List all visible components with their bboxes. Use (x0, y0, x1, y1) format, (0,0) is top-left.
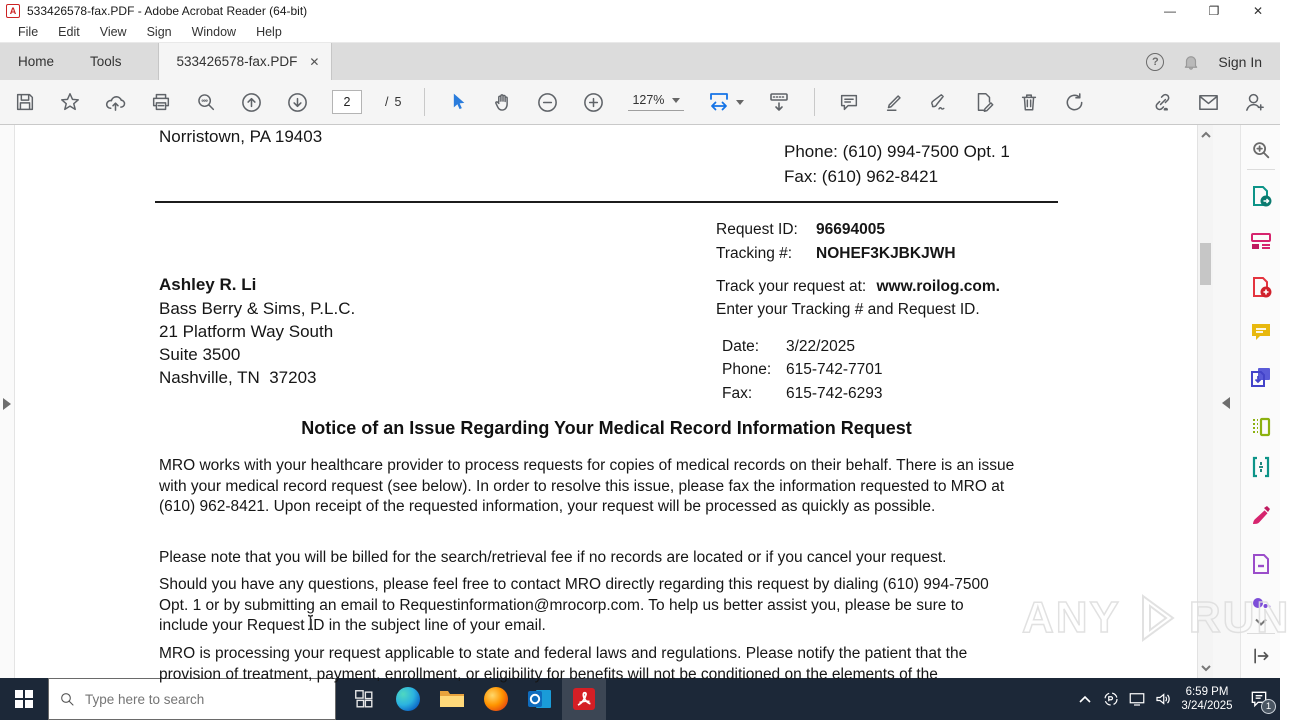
acrobat-app-icon: A (6, 4, 20, 18)
select-tool-icon[interactable] (448, 92, 468, 112)
edit-page-icon[interactable] (973, 91, 995, 113)
windows-logo-icon (15, 690, 33, 708)
pdf-page (16, 125, 1197, 683)
tray-expand-icon[interactable] (1072, 678, 1098, 720)
request-id-label: Request ID: (716, 221, 798, 238)
clock-time: 6:59 PM (1185, 686, 1229, 698)
page-count-label: / 5 (385, 95, 402, 109)
hand-tool-icon[interactable] (491, 91, 513, 113)
date-value: 3/22/2025 (786, 338, 855, 355)
sign-in-button[interactable]: Sign In (1218, 53, 1262, 70)
menu-bar (0, 22, 1280, 43)
horizontal-rule (155, 201, 1058, 203)
paragraph-4: MRO is processing your request applicable to state and federal laws and regulations. Please notify the patient that the provision of treatment, payment, enrollment, or eligibility for benefits will not be conditioned on the elements of the (159, 645, 968, 683)
fax-value: 615-742-6293 (786, 385, 883, 402)
taskbar-search-input[interactable] (85, 692, 305, 707)
text-cursor (306, 614, 315, 636)
sender-phone: Phone: (610) 994-7500 Opt. 1 (784, 142, 1010, 161)
recipient-line: Nashville, TN 37203 (159, 368, 317, 387)
scrollbar-thumb[interactable] (1200, 243, 1211, 285)
left-panel-strip (0, 125, 15, 678)
recipient-line: Bass Berry & Sims, P.L.C. (159, 299, 356, 318)
menu-view[interactable]: View (99, 25, 127, 39)
toolbar-divider (424, 88, 425, 116)
notice-title: Notice of an Issue Regarding Your Medical Record Information Request (301, 418, 912, 438)
tracking-label: Tracking #: (716, 245, 793, 262)
minimize-button[interactable]: — (1164, 4, 1176, 18)
zoom-in-icon[interactable] (582, 91, 605, 114)
tracking-value: NOHEF3KJBKJWH (816, 245, 956, 262)
taskbar-clock[interactable] (1176, 685, 1238, 713)
zoom-level-dropdown[interactable] (628, 93, 684, 111)
search-icon (59, 691, 75, 707)
delete-pages-icon[interactable] (1018, 91, 1040, 113)
menu-help[interactable]: Help (256, 25, 282, 39)
help-icon[interactable]: ? (1146, 53, 1164, 71)
sender-city-line: Norristown, PA 19403 (159, 127, 323, 146)
recipient-line: 21 Platform Way South (159, 322, 334, 341)
track-request-line: Track your request at: www.roilog.com. (716, 278, 1000, 295)
comment-tool-icon[interactable] (1248, 319, 1274, 345)
toolbar (0, 80, 1280, 125)
chevron-down-icon (736, 100, 744, 105)
fill-sign-icon[interactable] (928, 91, 950, 113)
rotate-icon[interactable] (1063, 91, 1086, 114)
highlight-icon[interactable] (883, 91, 905, 113)
export-pdf-tool-icon[interactable] (1248, 183, 1274, 209)
compress-pdf-tool-icon[interactable] (1248, 454, 1274, 480)
fit-width-dropdown[interactable] (707, 90, 744, 114)
recipient-line: Suite 3500 (159, 345, 241, 364)
menu-window[interactable]: Window (191, 25, 237, 39)
protect-pdf-tool-icon[interactable] (1248, 551, 1274, 577)
more-tools-chevron-icon[interactable] (1248, 609, 1274, 635)
close-button[interactable]: ✕ (1252, 4, 1264, 18)
date-label: Date: (722, 338, 760, 355)
organize-pages-tool-icon[interactable] (1248, 414, 1274, 440)
tab-bar (0, 43, 1280, 80)
cloud-upload-icon[interactable] (104, 91, 127, 114)
tab-document-label: 533426578-fax.PDF (176, 54, 298, 69)
request-id-value: 96694005 (816, 221, 885, 238)
sender-fax: Fax: (610) 962-8421 (784, 167, 939, 186)
tab-close-icon[interactable]: ✕ (309, 54, 320, 69)
track-url: www.roilog.com. (876, 278, 1000, 295)
zoom-level-value: 127% (632, 93, 665, 107)
combine-files-tool-icon[interactable] (1248, 364, 1274, 390)
phone-value: 615-742-7701 (786, 361, 883, 378)
vertical-scrollbar[interactable] (1197, 125, 1213, 678)
next-page-icon[interactable] (286, 91, 309, 114)
star-favorite-icon[interactable] (59, 91, 81, 113)
phone-label: Phone: (722, 361, 772, 378)
page-display-icon[interactable] (767, 90, 791, 114)
track-note: Enter your Tracking # and Request ID. (716, 301, 980, 318)
search-icon[interactable] (195, 91, 217, 113)
page-number-input[interactable]: 2 (332, 90, 362, 114)
scroll-up-icon[interactable] (1198, 129, 1214, 141)
edit-pdf-tool-icon[interactable] (1248, 228, 1274, 254)
share-person-icon[interactable] (1243, 91, 1266, 114)
action-center-button[interactable] (1238, 678, 1280, 720)
print-icon[interactable] (150, 91, 172, 113)
tab-tools[interactable]: Tools (90, 54, 122, 69)
restore-button[interactable]: ❐ (1208, 4, 1220, 18)
menu-sign[interactable]: Sign (146, 25, 172, 39)
volume-tray-icon[interactable] (1150, 678, 1176, 720)
toolbar-divider (814, 88, 815, 116)
previous-page-icon[interactable] (240, 91, 263, 114)
menu-file[interactable]: File (18, 25, 39, 39)
paragraph-3: Should you have any questions, please feel free to contact MRO directly regarding this request by dialing (610) 994-7500 Opt. 1 or by submitting an email to Requestinformation@mrocorp.com. To help us better assist you, please be sure to include your Request ID in the subject line of your email. (159, 576, 989, 634)
expand-left-panel-button[interactable] (3, 398, 11, 410)
paragraph-1: MRO works with your healthcare provider to process requests for copies of medical records on their behalf. There is an issue with your medical record request (see below). In order to resolve this issue, please fax the information requested to MRO at (610) 962-8421. Upon receipt of the requested information, your request will be processed as quickly as possible. (159, 457, 1015, 515)
document-area (0, 125, 1280, 683)
fax-label: Fax: (722, 385, 753, 402)
email-icon[interactable] (1197, 91, 1220, 114)
collapse-right-panel-button[interactable] (1222, 397, 1230, 409)
share-link-icon[interactable] (1151, 91, 1174, 114)
scroll-down-icon[interactable] (1198, 662, 1214, 674)
fill-sign-tool-icon[interactable] (1248, 503, 1274, 529)
menu-edit[interactable]: Edit (58, 25, 80, 39)
notification-badge: 1 (1261, 699, 1276, 714)
network-tray-icon[interactable] (1124, 678, 1150, 720)
clock-date: 3/24/2025 (1181, 700, 1233, 712)
tab-document[interactable] (158, 43, 333, 80)
right-panel-strip (1213, 125, 1240, 678)
create-pdf-tool-icon[interactable] (1248, 274, 1274, 300)
search-tool-icon[interactable] (1248, 137, 1274, 163)
notification-bell-icon[interactable] (1182, 53, 1200, 71)
open-tools-panel-icon[interactable] (1248, 643, 1274, 669)
title-bar (0, 0, 1280, 22)
paragraph-2: Please note that you will be billed for the search/retrieval fee if no records are located or if you cancel your request. (159, 549, 947, 566)
tab-home[interactable]: Home (18, 54, 55, 69)
zoom-out-icon[interactable] (536, 91, 559, 114)
tools-rail (1240, 125, 1280, 678)
recipient-name: Ashley R. Li (159, 275, 257, 294)
start-button[interactable] (0, 678, 48, 720)
save-icon[interactable] (14, 91, 36, 113)
ime-tray-icon[interactable] (1098, 678, 1124, 720)
comment-icon[interactable] (838, 91, 860, 113)
window-title: 533426578-fax.PDF - Adobe Acrobat Reader (64-bit) (27, 4, 308, 18)
chevron-down-icon (672, 98, 680, 103)
